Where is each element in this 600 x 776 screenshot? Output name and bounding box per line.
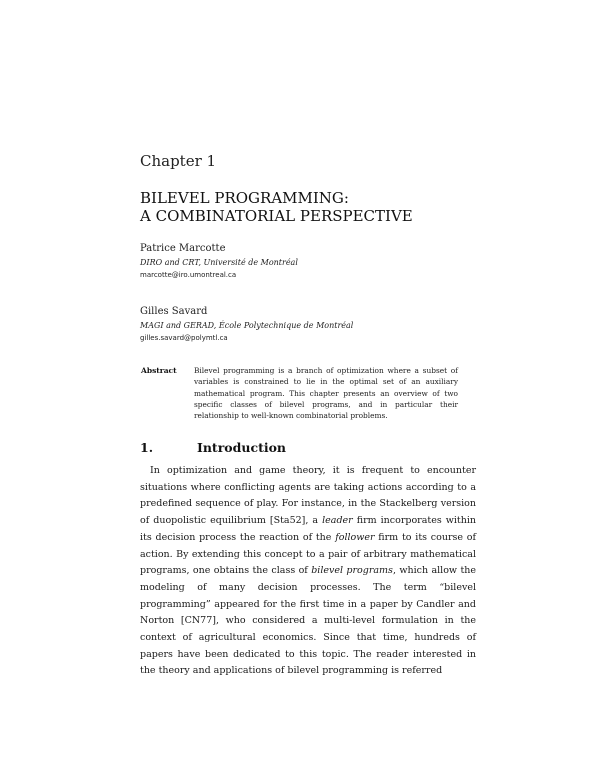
section-title: Introduction: [197, 440, 287, 455]
author-name: Gilles Savard: [140, 306, 208, 317]
author-block-2: [140, 305, 353, 345]
abstract-text: Bilevel programming is a branch of optimization where a subset of variables is constrained to lie in the optimal set of an auxiliary mathematical program. This chapter presents an overview of two specific classes of bilevel programs, and in particular their relationship to well-known combinatorial problems.: [194, 366, 458, 421]
author-block-1: [140, 242, 298, 282]
body-paragraph: [140, 463, 476, 680]
body-text-segment: , which allow the modeling of many decision processes. The term “bilevel programming” appeared for the first time in a paper by Candler and Norton [CN77], who considered a multi-level formulation in the context of agricultural economics. Since that time, hundreds of papers have been dedicated to this topic. The reader interested in the theory and applications of bilevel programming is referred: [140, 565, 476, 677]
author-email: gilles.savard@polymtl.ca: [140, 334, 228, 342]
emphasis-follower: follower: [335, 531, 375, 543]
chapter-label: Chapter 1: [140, 152, 217, 170]
chapter-title-line-2: A COMBINATORIAL PERSPECTIVE: [140, 207, 413, 225]
chapter-title: [140, 189, 413, 225]
body-text-segment: firm to its course of action. By extending this concept to a pair of arbitrary mathematical programs, one obtains the class of: [140, 531, 476, 577]
body-text-segment: In optimization and game theory, it is frequent to encounter situations where conflicting agents are taking actions according to a predefined sequence of play. For instance, in the Stackelberg version of duopolistic equilibrium [Sta52], a: [140, 465, 476, 527]
abstract-label: Abstract: [141, 366, 177, 375]
emphasis-leader: leader: [322, 515, 353, 527]
author-email: marcotte@iro.umontreal.ca: [140, 271, 237, 279]
emphasis-bilevel-programs: bilevel programs: [311, 565, 393, 577]
section-number: 1.: [140, 440, 154, 455]
author-name: Patrice Marcotte: [140, 243, 226, 254]
body-text-segment: firm incorporates within its decision process the reaction of the: [140, 515, 476, 543]
body-text: [140, 463, 476, 680]
author-affiliation: MAGI and GERAD, École Polytechnique de Montréal: [140, 321, 354, 330]
author-affiliation: DIRO and CRT, Université de Montréal: [140, 258, 298, 267]
chapter-title-line-1: BILEVEL PROGRAMMING:: [140, 189, 349, 207]
section-heading: [140, 440, 286, 455]
